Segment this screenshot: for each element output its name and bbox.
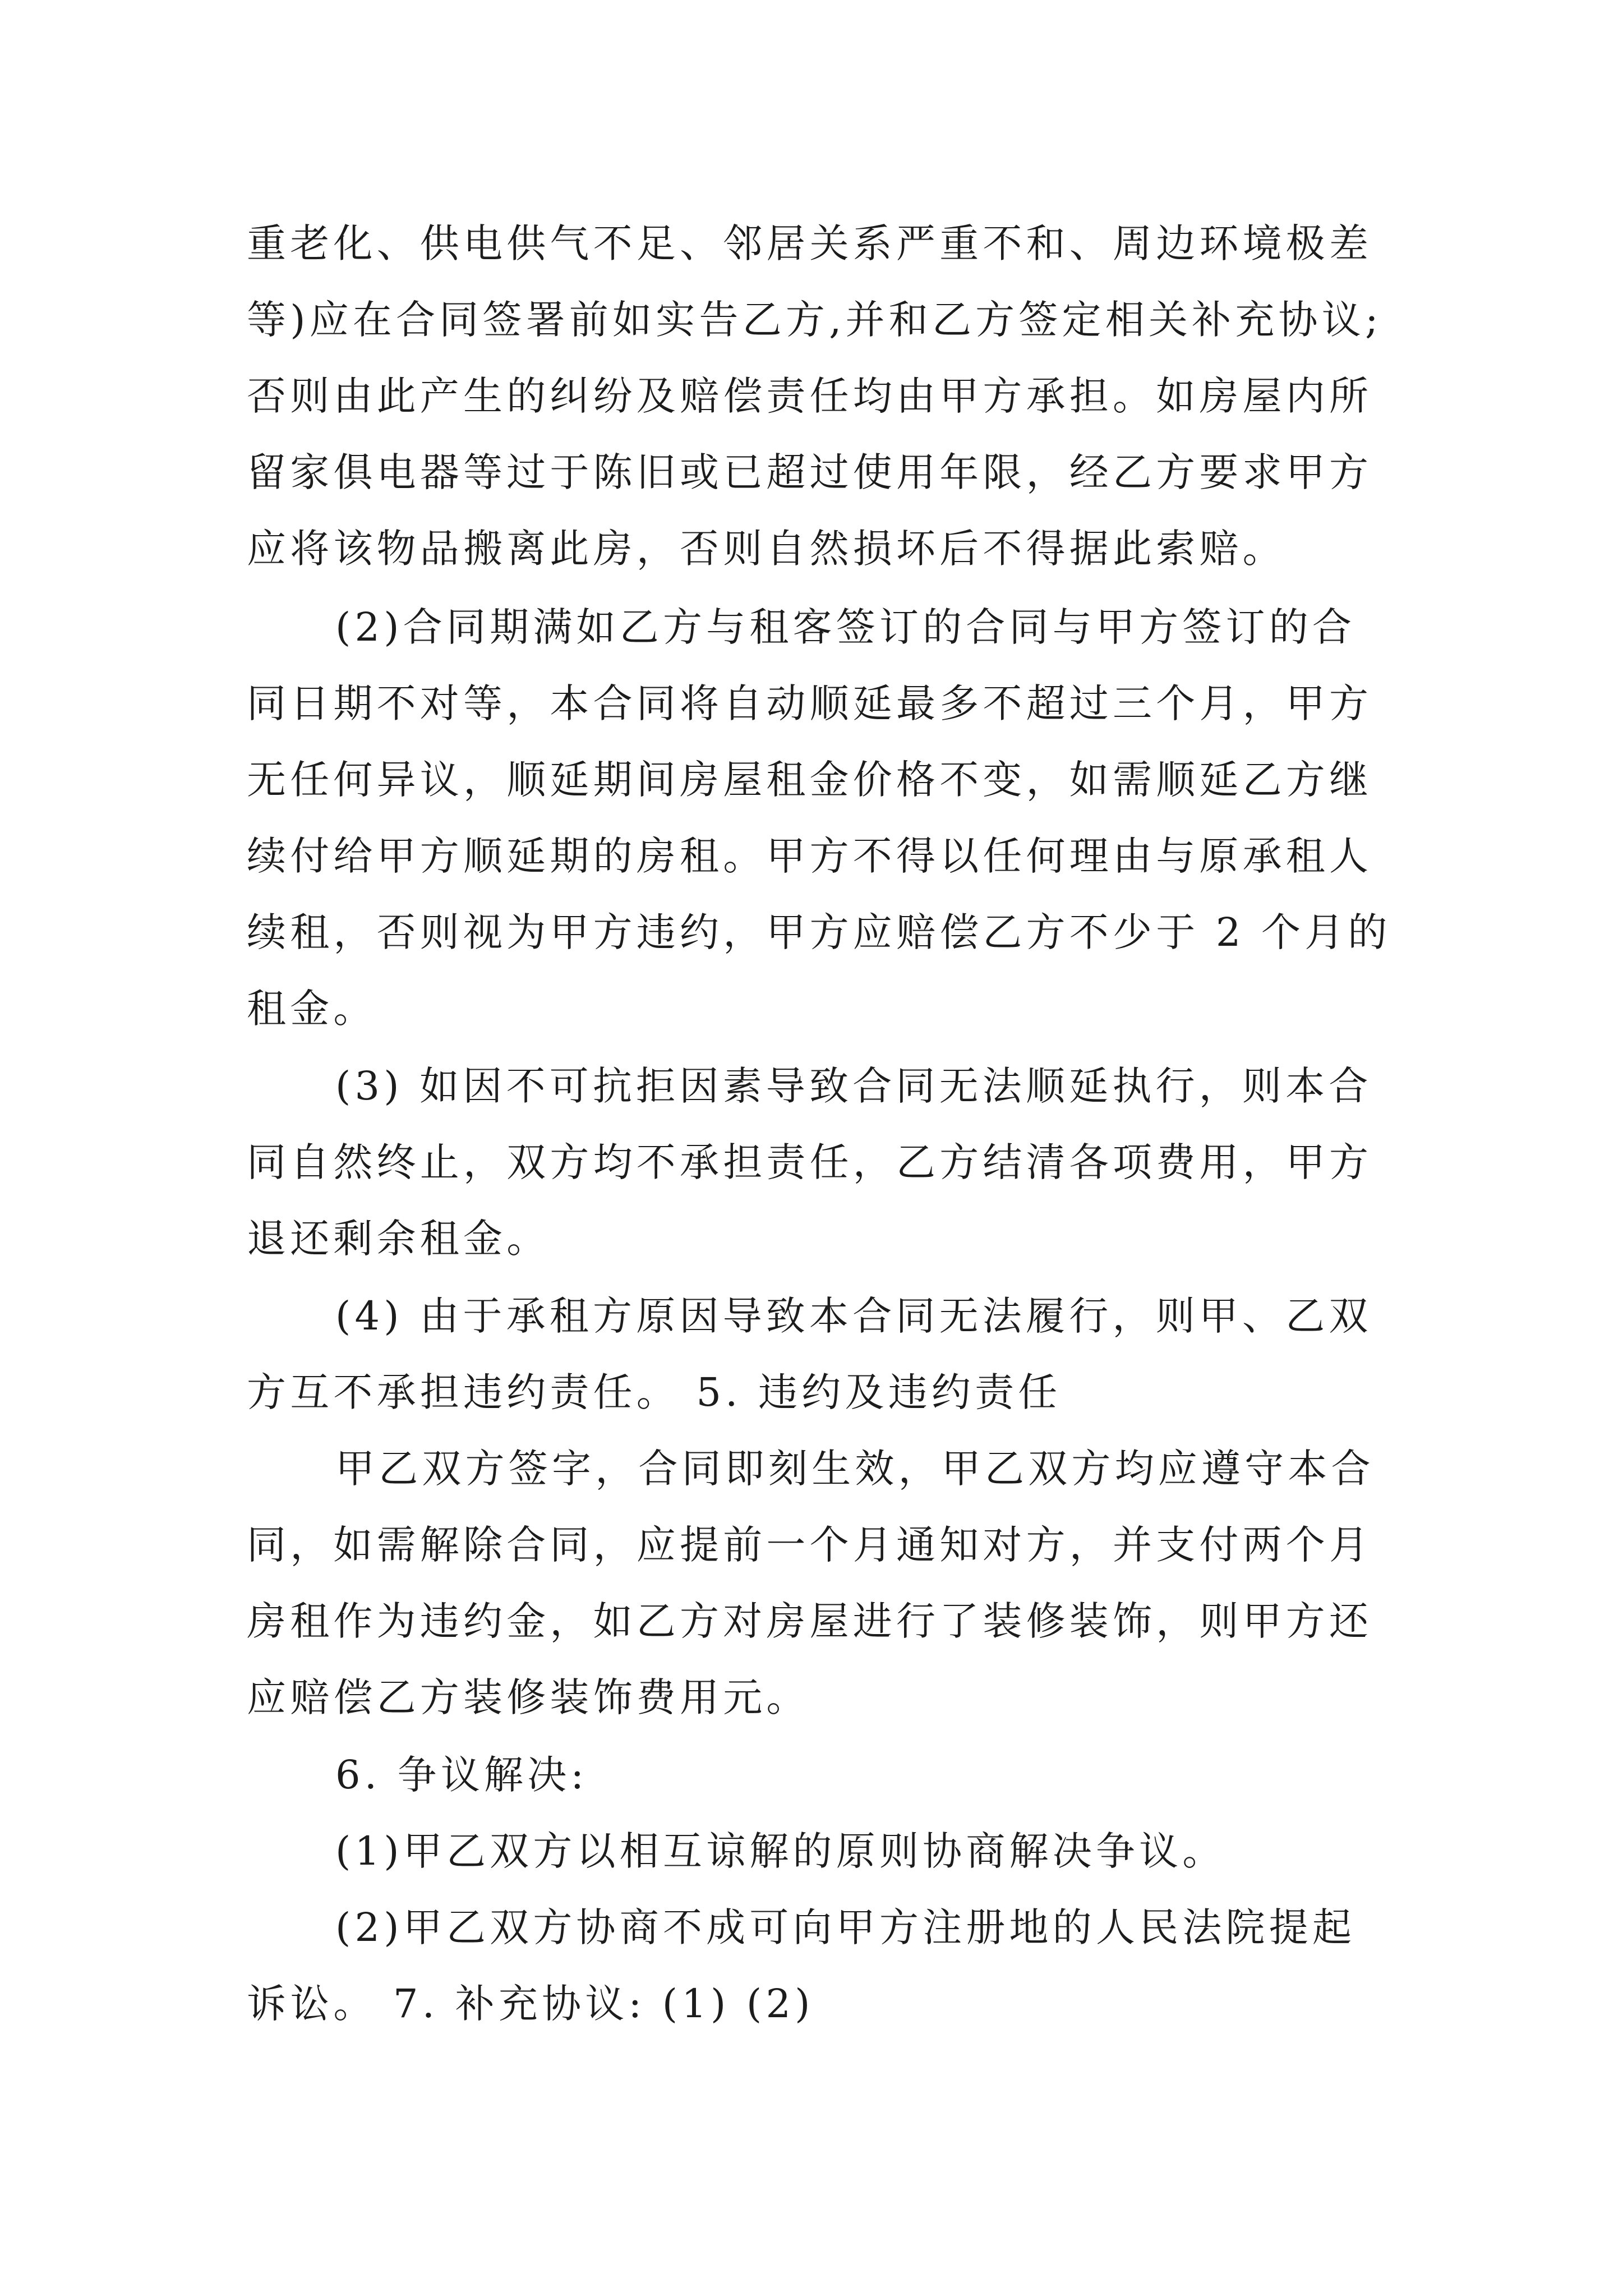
paragraph-start-line: (2)甲乙双方协商不成可向甲方注册地的人民法院提起 bbox=[335, 1904, 1356, 1950]
text-line: 同，如需解除合同，应提前一个月通知对方，并支付两个月 bbox=[247, 1522, 1373, 1568]
text-line: 重老化、供电供气不足、邻居关系严重不和、周边环境极差 bbox=[247, 220, 1373, 266]
text-line: 房租作为违约金，如乙方对房屋进行了装修装饰，则甲方还 bbox=[247, 1598, 1373, 1644]
text-line: 等)应在合同签署前如实告乙方,并和乙方签定相关补充协议; bbox=[247, 297, 1382, 343]
text-line: 续租，否则视为甲方违约，甲方应赔偿乙方不少于 2 个月的 bbox=[247, 909, 1391, 955]
paragraph-start-line: (2)合同期满如乙方与租客签订的合同与甲方签订的合 bbox=[335, 604, 1356, 650]
text-line: 同日期不对等，本合同将自动顺延最多不超过三个月，甲方 bbox=[247, 680, 1373, 726]
text-line: 应将该物品搬离此房，否则自然损坏后不得据此索赔。 bbox=[247, 526, 1286, 572]
paragraph-start-line: (4) 由于承租方原因导致本合同无法履行，则甲、乙双 bbox=[335, 1293, 1372, 1339]
text-line: 留家俱电器等过于陈旧或已超过使用年限，经乙方要求甲方 bbox=[247, 449, 1373, 495]
text-line: 续付给甲方顺延期的房租。甲方不得以任何理由与原承租人 bbox=[247, 833, 1373, 879]
text-line: 诉讼。 7. 补充协议: (1) (2) bbox=[247, 1981, 814, 2027]
paragraph-start-line: (1)甲乙双方以相互谅解的原则协商解决争议。 bbox=[335, 1828, 1226, 1874]
text-line: 无任何异议，顺延期间房屋租金价格不变，如需顺延乙方继 bbox=[247, 757, 1373, 803]
text-line: 方互不承担违约责任。 5. 违约及违约责任 bbox=[247, 1369, 1062, 1415]
text-line: 否则由此产生的纠纷及赔偿责任均由甲方承担。如房屋内所 bbox=[247, 373, 1373, 419]
paragraph-start-line: (3) 如因不可抗拒因素导致合同无法顺延执行，则本合 bbox=[335, 1063, 1372, 1109]
paragraph-start-line: 甲乙双方签字，合同即刻生效，甲乙双方均应遵守本合 bbox=[335, 1446, 1375, 1492]
text-line: 应赔偿乙方装修装饰费用元。 bbox=[247, 1674, 810, 1720]
section-heading: 6. 争议解决: bbox=[335, 1752, 588, 1798]
text-line: 同自然终止，双方均不承担责任，乙方结清各项费用，甲方 bbox=[247, 1139, 1373, 1185]
text-line: 退还剩余租金。 bbox=[247, 1216, 550, 1262]
text-line: 租金。 bbox=[247, 986, 377, 1032]
